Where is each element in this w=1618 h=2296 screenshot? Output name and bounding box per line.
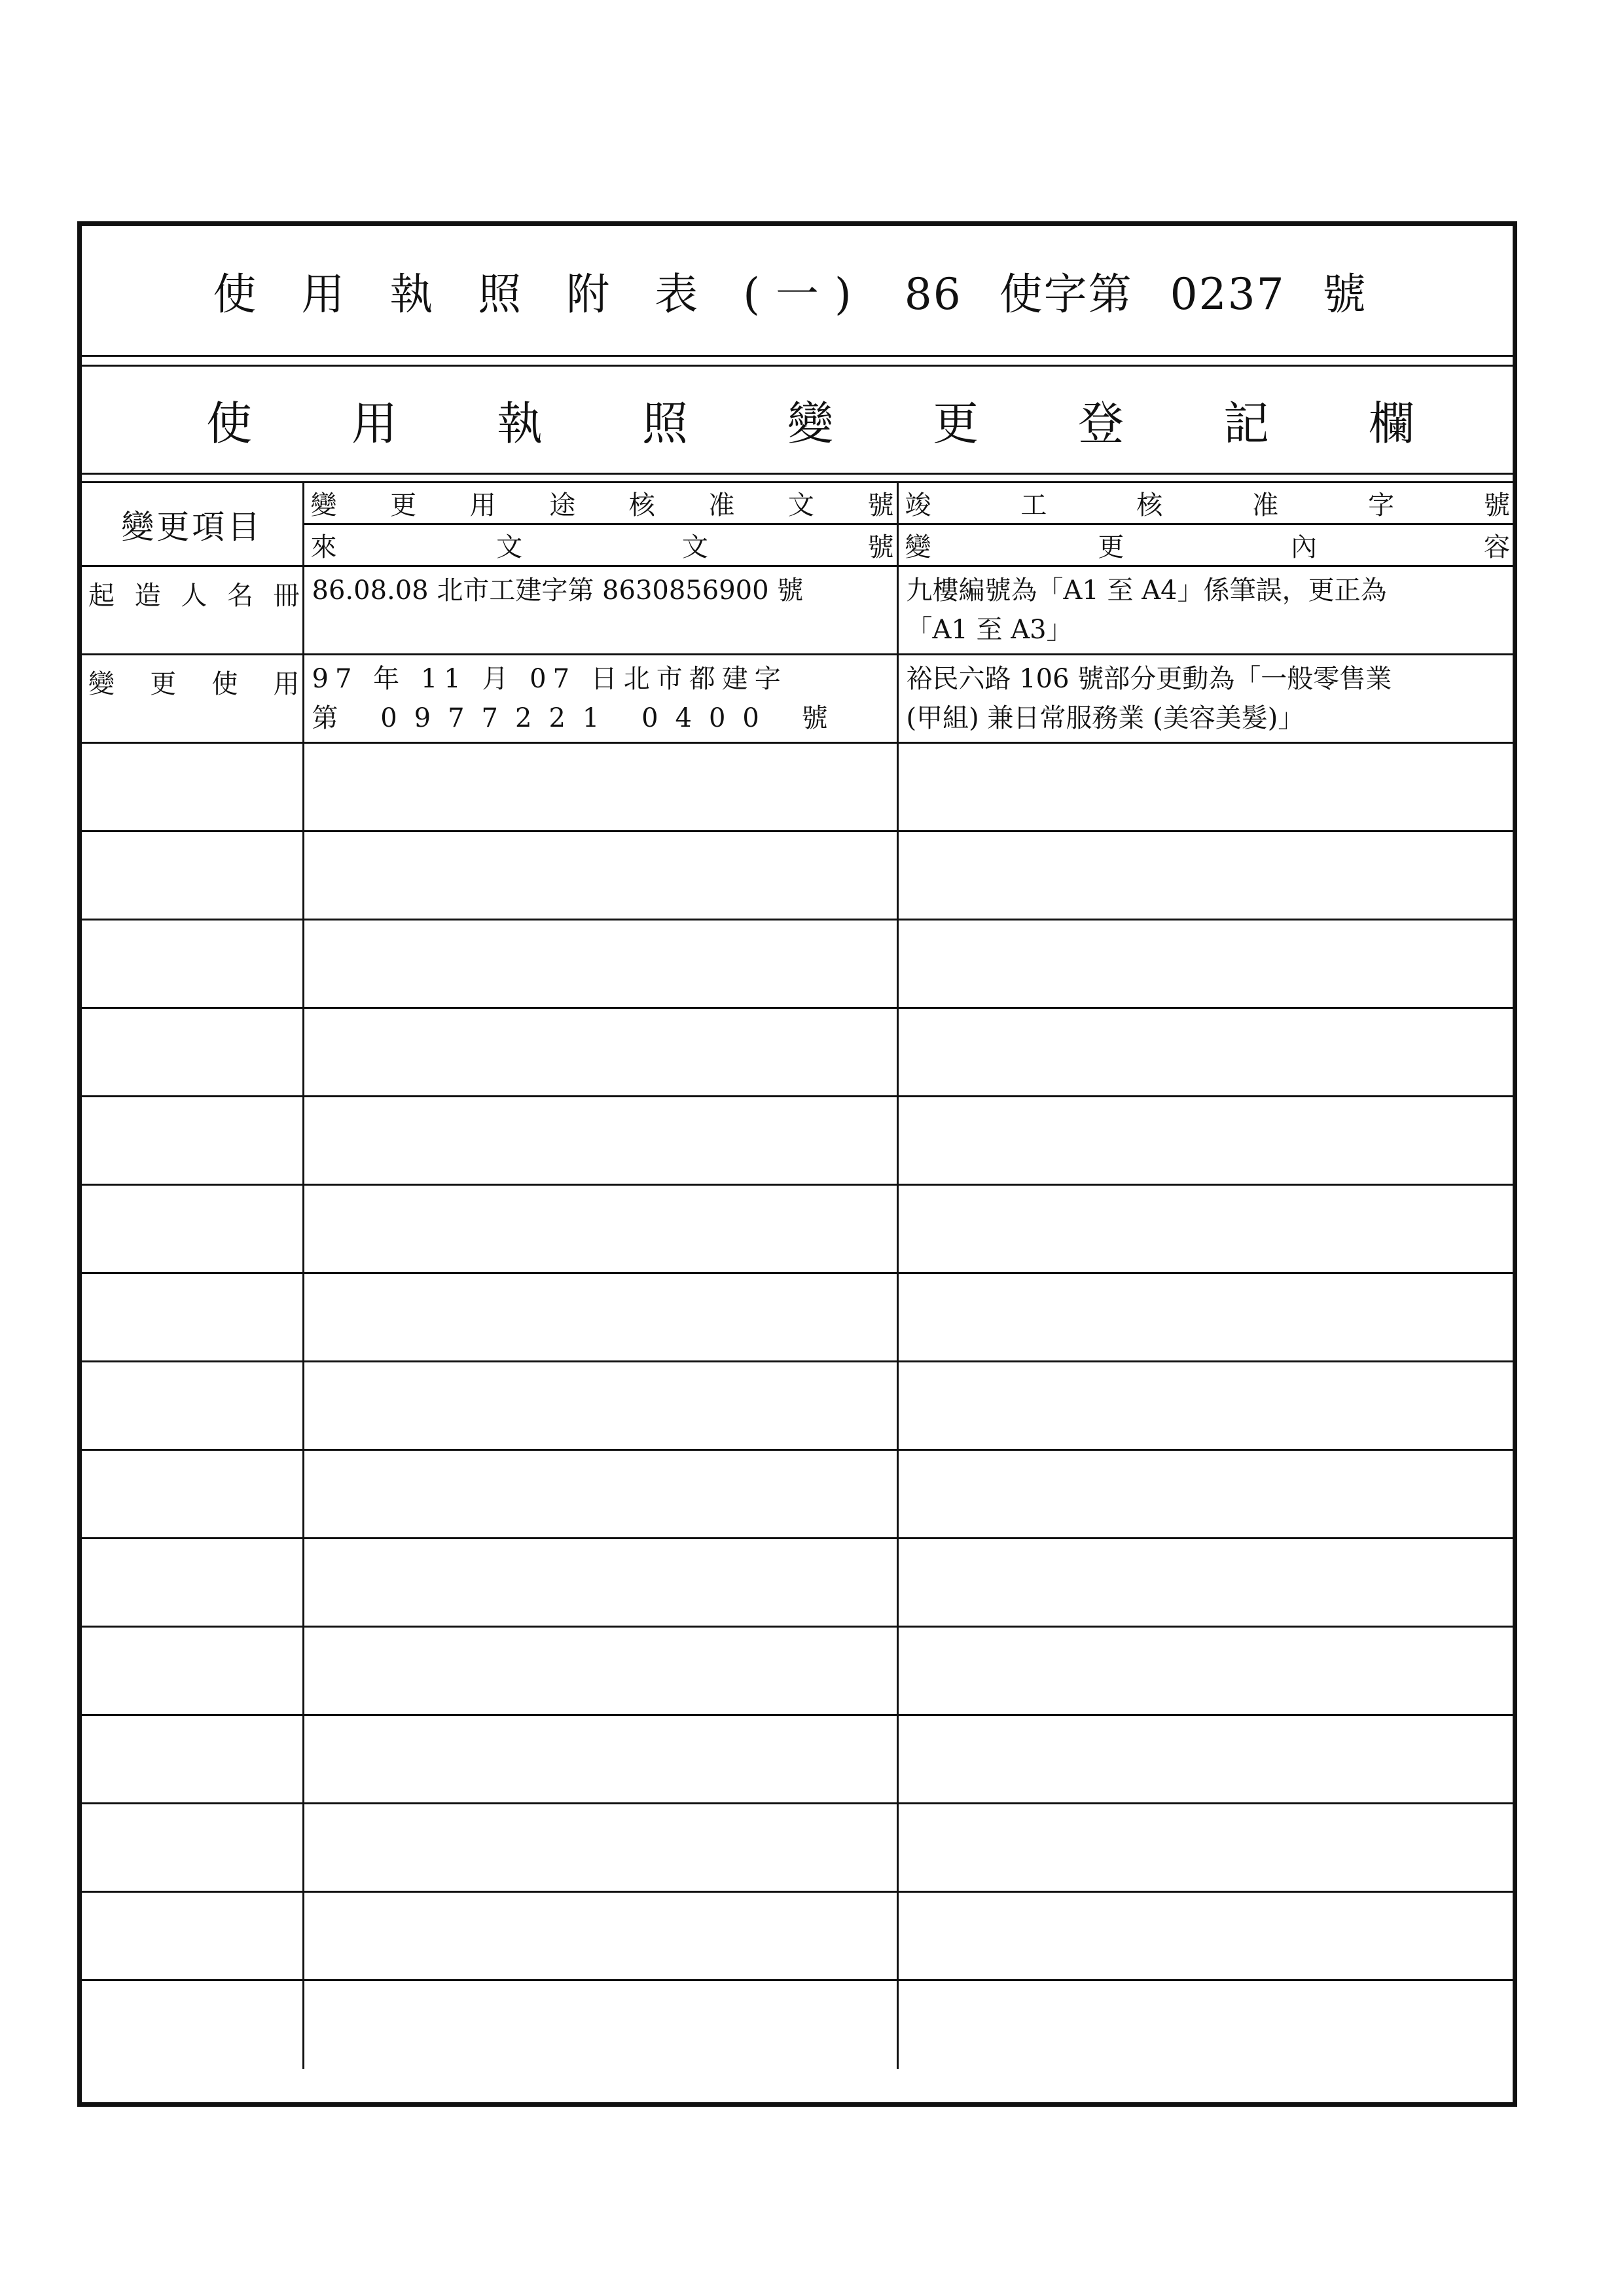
- item-char: 變: [88, 669, 115, 699]
- table-row: [82, 655, 1513, 743]
- blank-content-cell: [897, 1273, 1513, 1362]
- blank-row: [82, 1008, 1513, 1097]
- header-char: 准: [1252, 490, 1279, 520]
- change-content-header-cell: [897, 524, 1513, 566]
- item-char: 更: [150, 669, 177, 699]
- blank-ref-cell: [303, 1097, 897, 1185]
- blank-item-cell: [82, 1539, 303, 1627]
- blank-content-cell: [897, 1627, 1513, 1715]
- blank-content-cell: [897, 1097, 1513, 1185]
- item-char: 起: [88, 581, 115, 611]
- document-frame: [77, 221, 1517, 2107]
- blank-row: [82, 1892, 1513, 1980]
- blank-content-cell: [897, 1008, 1513, 1097]
- completion-approval-header: [899, 484, 1513, 522]
- blank-content-cell: [897, 1185, 1513, 1273]
- blank-item-cell: [82, 831, 303, 920]
- blank-row: [82, 743, 1513, 831]
- blank-item-cell: [82, 1715, 303, 1804]
- subtitle-char: 登: [1078, 396, 1124, 450]
- ref-line: 97 年 11 月 07 日北市都建字: [312, 664, 787, 694]
- title-band: [82, 226, 1513, 357]
- blank-item-cell: [82, 1097, 303, 1185]
- blank-item-cell: [82, 1362, 303, 1450]
- blank-ref-cell: [303, 1450, 897, 1539]
- blank-row: [82, 1804, 1513, 1892]
- blank-ref-cell: [303, 1804, 897, 1892]
- title-middle: 使字第: [999, 269, 1133, 319]
- item-char: 冊: [273, 581, 300, 611]
- blank-ref-cell: [303, 1715, 897, 1804]
- blank-item-cell: [82, 1185, 303, 1273]
- header-char: 文: [496, 532, 523, 562]
- change-item: [82, 567, 302, 612]
- blank-content-cell: [897, 1450, 1513, 1539]
- blank-ref-cell: [303, 831, 897, 920]
- incoming-ref-header: [304, 526, 897, 564]
- blank-content-cell: [897, 920, 1513, 1008]
- header-char: 內: [1291, 532, 1318, 562]
- blank-item-cell: [82, 1008, 303, 1097]
- ref-line: 86.08.08 北市工建字第 8630856900 號: [312, 575, 804, 606]
- blank-item-cell: [82, 1627, 303, 1715]
- change-record-table: [82, 481, 1513, 2069]
- blank-content-cell: [897, 1804, 1513, 1892]
- blank-content-cell: [897, 1892, 1513, 1980]
- subtitle-char: 使: [206, 396, 252, 450]
- blank-row: [82, 1627, 1513, 1715]
- blank-item-cell: [82, 1804, 303, 1892]
- blank-row: [82, 920, 1513, 1008]
- blank-ref-cell: [303, 1362, 897, 1450]
- subtitle-char: 更: [933, 396, 979, 450]
- title-prefix: 使 用 執 照 附 表 (一): [213, 269, 867, 319]
- header-char: 號: [867, 490, 894, 520]
- item-char: 名: [226, 581, 253, 611]
- blank-content-cell: [897, 1715, 1513, 1804]
- usage-approval-header-cell: [303, 483, 897, 524]
- blank-row: [82, 1539, 1513, 1627]
- usage-approval-header: [304, 484, 897, 522]
- blank-item-cell: [82, 1892, 303, 1980]
- blank-content-cell: [897, 1539, 1513, 1627]
- header-char: 竣: [905, 490, 931, 520]
- subtitle-char: 變: [787, 396, 833, 450]
- item-char: 使: [211, 669, 238, 699]
- content-cell: [897, 566, 1513, 655]
- page-title: [213, 259, 1381, 321]
- ref-cell: [303, 566, 897, 655]
- blank-row: [82, 831, 1513, 920]
- change-item-header-cell: [82, 483, 303, 566]
- subtitle-band: [82, 365, 1513, 475]
- content-cell: [897, 655, 1513, 743]
- header-char: 號: [867, 532, 894, 562]
- header-char: 用: [469, 490, 496, 520]
- subtitle-char: 用: [351, 396, 397, 450]
- subtitle-char: 照: [642, 396, 688, 450]
- change-item-cell: [82, 566, 303, 655]
- blank-ref-cell: [303, 743, 897, 831]
- header-char: 號: [1483, 490, 1510, 520]
- header-char: 工: [1020, 490, 1047, 520]
- blank-ref-cell: [303, 1185, 897, 1273]
- blank-ref-cell: [303, 1627, 897, 1715]
- blank-ref-cell: [303, 1892, 897, 1980]
- header-char: 更: [1098, 532, 1124, 562]
- blank-content-cell: [897, 1362, 1513, 1450]
- content-line: 「A1 至 A3」: [906, 615, 1073, 645]
- change-item-header: 變更項目: [121, 507, 263, 546]
- table-row: [82, 566, 1513, 655]
- blank-content-cell: [897, 743, 1513, 831]
- header-char: 來: [310, 532, 337, 562]
- subtitle: [206, 367, 1414, 473]
- incoming-ref-header-cell: [303, 524, 897, 566]
- content-line: (甲組) 兼日常服務業 (美容美髮)」: [906, 703, 1304, 733]
- content-line: 裕民六路 106 號部分更動為「一般零售業: [906, 664, 1392, 694]
- blank-row: [82, 1185, 1513, 1273]
- change-item-cell: [82, 655, 303, 743]
- header-char: 容: [1483, 532, 1510, 562]
- blank-row: [82, 1097, 1513, 1185]
- header-char: 變: [905, 532, 931, 562]
- title-suffix: 號: [1322, 269, 1382, 319]
- blank-row: [82, 1362, 1513, 1450]
- title-number: 86: [904, 269, 962, 319]
- header-char: 准: [708, 490, 735, 520]
- blank-item-cell: [82, 1980, 303, 2069]
- ref-cell: [303, 655, 897, 743]
- blank-ref-cell: [303, 1008, 897, 1097]
- blank-row: [82, 1715, 1513, 1804]
- blank-item-cell: [82, 1273, 303, 1362]
- title-serial: 0237: [1170, 269, 1285, 319]
- header-char: 變: [310, 490, 337, 520]
- blank-row: [82, 1980, 1513, 2069]
- header-char: 文: [787, 490, 814, 520]
- change-item: [82, 655, 302, 701]
- blank-ref-cell: [303, 1273, 897, 1362]
- subtitle-char: 欄: [1369, 396, 1414, 450]
- item-char: 造: [134, 581, 161, 611]
- header-char: 字: [1368, 490, 1395, 520]
- blank-ref-cell: [303, 1539, 897, 1627]
- blank-content-cell: [897, 1980, 1513, 2069]
- header-char: 核: [1136, 490, 1163, 520]
- header-char: 更: [390, 490, 417, 520]
- header-char: 文: [681, 532, 708, 562]
- subtitle-char: 執: [497, 396, 543, 450]
- blank-item-cell: [82, 743, 303, 831]
- header-char: 途: [549, 490, 576, 520]
- blank-content-cell: [897, 831, 1513, 920]
- ref-line: 第 0977221 0400 號: [312, 703, 845, 733]
- blank-row: [82, 1273, 1513, 1362]
- blank-item-cell: [82, 1450, 303, 1539]
- blank-ref-cell: [303, 1980, 897, 2069]
- completion-approval-header-cell: [897, 483, 1513, 524]
- header-char: 核: [628, 490, 655, 520]
- change-content-header: [899, 526, 1513, 564]
- content-line: 九樓編號為「A1 至 A4」係筆誤，更正為: [906, 575, 1387, 606]
- subtitle-char: 記: [1223, 396, 1269, 450]
- item-char: 人: [181, 581, 207, 611]
- header-row: [82, 483, 1513, 524]
- blank-row: [82, 1450, 1513, 1539]
- blank-item-cell: [82, 920, 303, 1008]
- blank-ref-cell: [303, 920, 897, 1008]
- item-char: 用: [273, 669, 300, 699]
